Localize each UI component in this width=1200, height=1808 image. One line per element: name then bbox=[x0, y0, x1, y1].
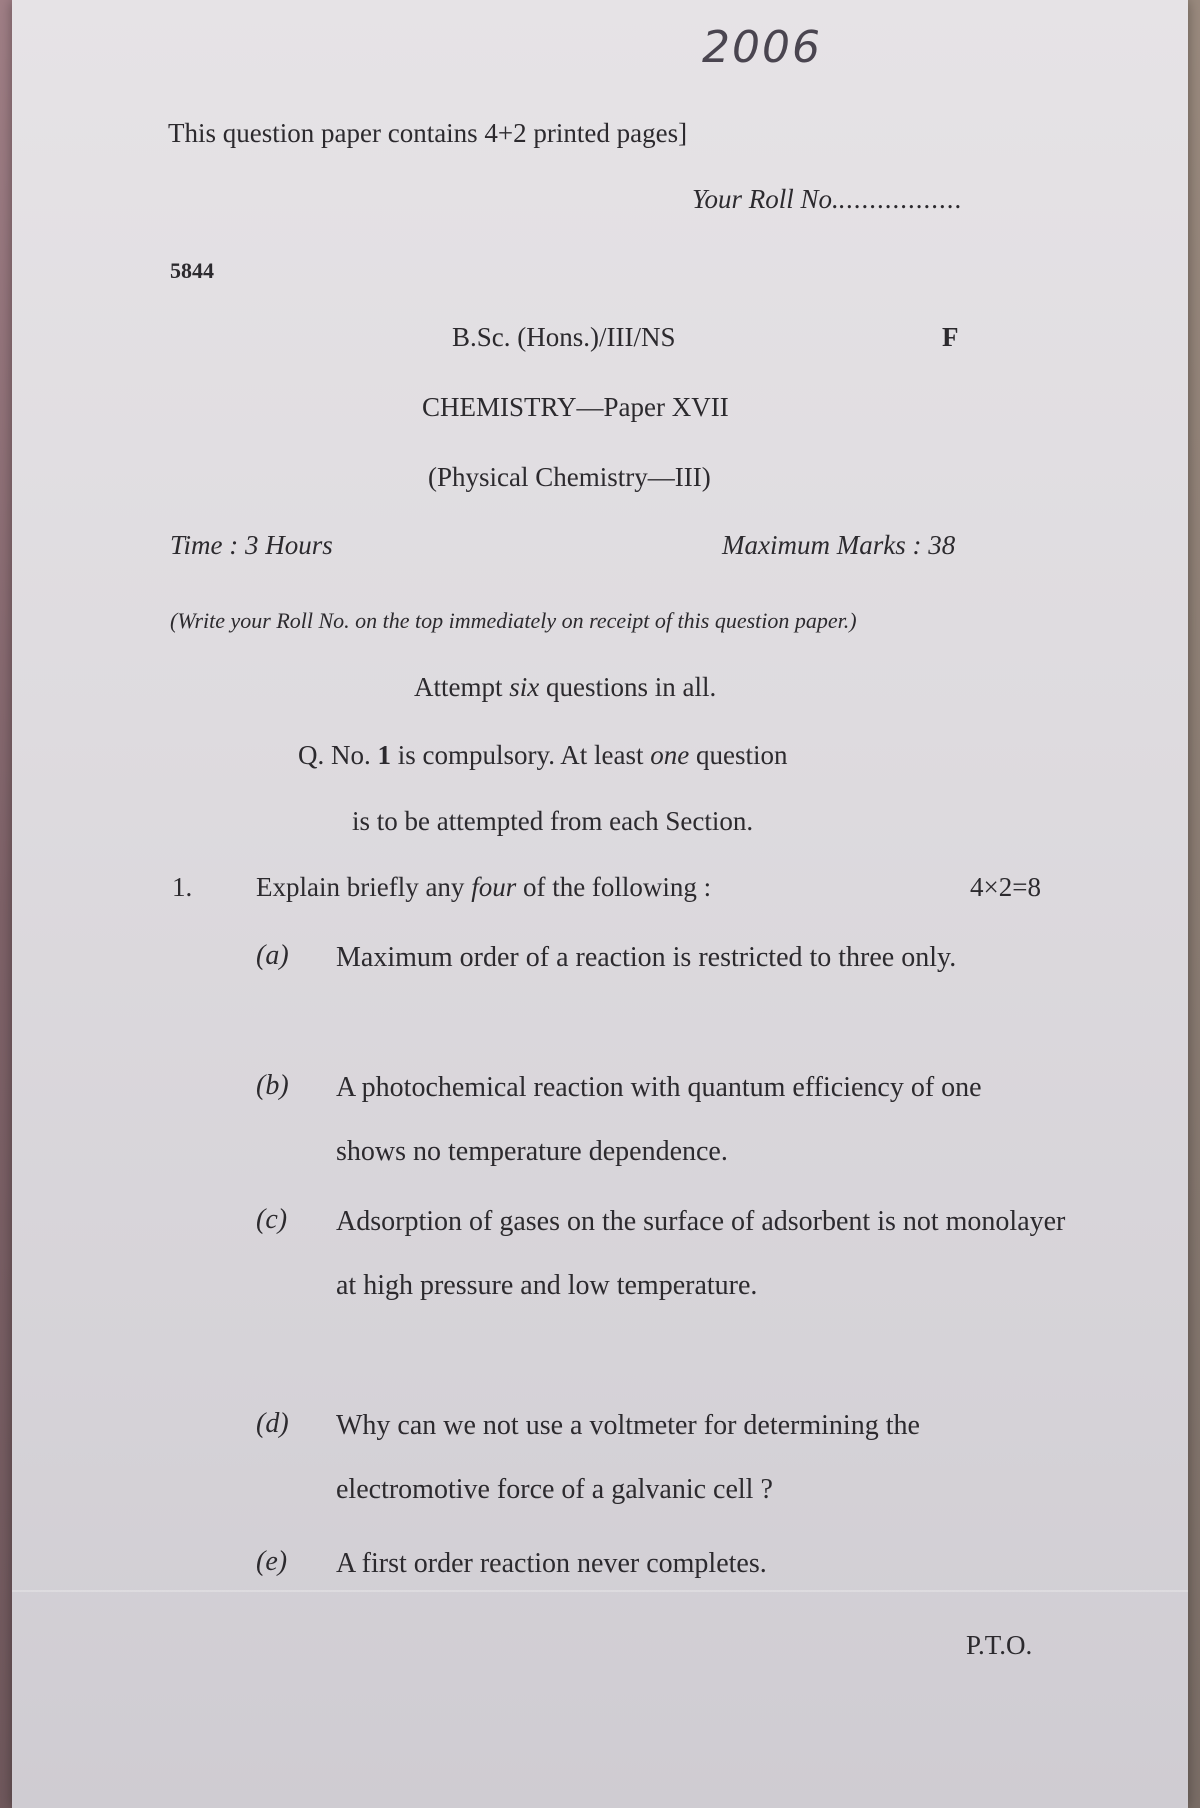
part-e-label: (e) bbox=[256, 1546, 288, 1577]
compulsory-instruction bbox=[298, 740, 787, 771]
subject-subtitle: (Physical Chemistry—III) bbox=[428, 462, 711, 492]
part-c-label: (c) bbox=[256, 1204, 288, 1235]
part-d-label: (d) bbox=[256, 1408, 289, 1439]
paper-crease bbox=[12, 1590, 1188, 1592]
pages-note: This question paper contains 4+2 printed pages] bbox=[168, 118, 688, 148]
section-instruction: is to be attempted from each Section. bbox=[352, 806, 754, 836]
part-c-text: Adsorption of gases on the surface of adsorbent is not monolayer at high pressure and low temperature. bbox=[336, 1206, 1066, 1301]
handwritten-year: 2006 bbox=[702, 22, 822, 73]
subject-title: CHEMISTRY—Paper XVII bbox=[422, 392, 729, 422]
maximum-marks: Maximum Marks : 38 bbox=[722, 530, 956, 560]
part-a-label: (a) bbox=[256, 940, 289, 971]
time-allowed: Time : 3 Hours bbox=[170, 530, 333, 560]
compulsory-instruction-emphasis: one bbox=[650, 740, 690, 770]
roll-number-label: Your Roll No. bbox=[692, 184, 839, 214]
question-1-marks: 4×2=8 bbox=[970, 872, 1041, 902]
roll-number-instruction: (Write your Roll No. on the top immediately on receipt of this question paper.) bbox=[170, 608, 857, 633]
question-1-prompt-post: of the following : bbox=[516, 872, 712, 902]
question-1-prompt-emphasis: four bbox=[471, 872, 517, 902]
compulsory-instruction-pre: Q. No. bbox=[298, 740, 378, 770]
paper-code: 5844 bbox=[170, 258, 214, 283]
please-turn-over: P.T.O. bbox=[966, 1630, 1033, 1660]
part-e-text: A first order reaction never completes. bbox=[336, 1548, 767, 1579]
compulsory-question-number: 1 bbox=[377, 740, 391, 770]
attempt-instruction-count: six bbox=[509, 672, 540, 702]
part-d-text: Why can we not use a voltmeter for determining the electromotive force of a galvanic cell ? bbox=[336, 1410, 920, 1505]
attempt-instruction-post: questions in all. bbox=[539, 672, 717, 702]
part-b-text: A photochemical reaction with quantum efficiency of one shows no temperature dependence. bbox=[336, 1072, 982, 1167]
question-paper-sheet bbox=[12, 0, 1188, 1808]
compulsory-instruction-post: question bbox=[689, 740, 788, 770]
attempt-instruction bbox=[414, 672, 716, 703]
compulsory-instruction-mid: is compulsory. At least bbox=[391, 740, 651, 770]
roll-number-dots: ................ bbox=[838, 184, 963, 214]
question-1-number: 1. bbox=[172, 872, 193, 902]
part-b-label: (b) bbox=[256, 1070, 289, 1101]
roll-number-field bbox=[692, 184, 963, 215]
set-letter: F bbox=[942, 322, 959, 352]
question-1-prompt-pre: Explain briefly any bbox=[256, 872, 472, 902]
part-a-text: Maximum order of a reaction is restricted to three only. bbox=[336, 942, 957, 973]
question-1-prompt bbox=[256, 872, 711, 903]
attempt-instruction-pre: Attempt bbox=[414, 672, 510, 702]
course-title: B.Sc. (Hons.)/III/NS bbox=[452, 322, 676, 352]
